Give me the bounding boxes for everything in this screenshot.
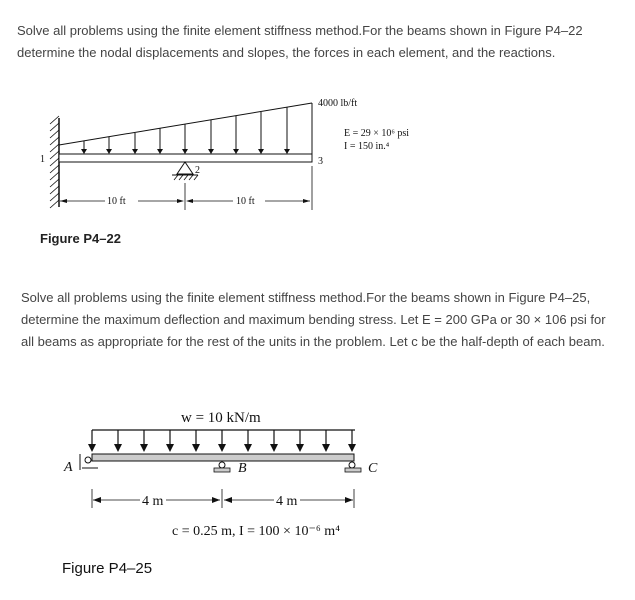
span-1-label: 10 ft: [107, 196, 126, 207]
span-2-label: 10 ft: [236, 196, 255, 207]
beam-properties-label: c = 0.25 m, I = 100 × 10⁻⁶ m⁴: [172, 524, 340, 539]
point-b-label: B: [238, 461, 247, 476]
inertia-label: I = 150 in.⁴: [344, 141, 390, 152]
span-a-b-label: 4 m: [142, 494, 164, 509]
problem-1-text: Solve all problems using the finite element stiffness method.For the beams shown in Figure P4–22 determine the nodal displacements and slopes, the forces in each element, and the reactions.: [17, 23, 583, 60]
span-b-c-label: 4 m: [276, 494, 298, 509]
node-1-label: 1: [40, 154, 45, 165]
point-a-label: A: [64, 460, 73, 475]
problem-2-text: Solve all problems using the finite element stiffness method.For the beams shown in Figure P4–25, determine the maximum deflection and maximum bending stress. Let E = 200 GPa or 30 × 106 psi for all beams as appropriate for the rest of the units in the problem. Let c be the half-depth of each beam.: [21, 290, 606, 349]
node-2-label: 2: [195, 165, 200, 176]
w-load-label: w = 10 kN/m: [181, 410, 261, 426]
figure-p4-22-label: Figure P4–22: [40, 231, 121, 246]
modulus-label: E = 29 × 10⁶ psi: [344, 128, 410, 139]
figure-p4-25-label: Figure P4–25: [62, 560, 153, 577]
load-label: 4000 lb/ft: [318, 98, 358, 109]
node-3-label: 3: [318, 156, 323, 167]
point-c-label: C: [368, 461, 378, 476]
